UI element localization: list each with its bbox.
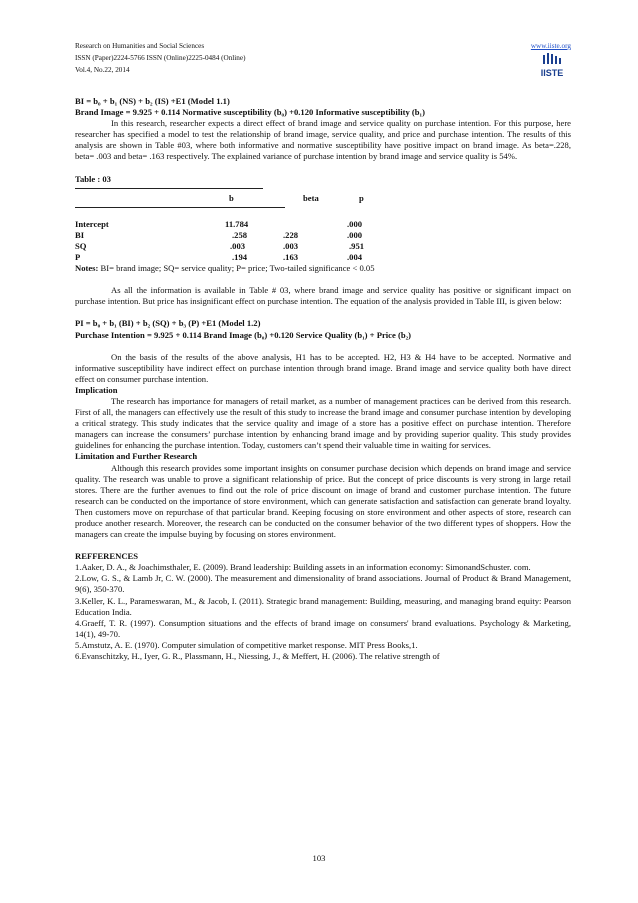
reference-item: 5.Amstutz, A. E. (1970). Computer simulation of competitive market response. MIT Press Books,1. [75,639,418,650]
table-title: Table : 03 [75,173,111,184]
regression-table [75,193,401,204]
table-cell: .003 [230,240,246,251]
model1-equation: Brand Image = 9.925 + 0.114 Normative susceptibility (b₀) +0.120 Informative susceptibility (b₁) [75,107,425,118]
table-row [75,230,401,241]
reference-item: 1.Aaker, D. A., & Joachimsthaler, E. (2009). Brand leadership: Building assets in an information economy: SimonandSchuster. com. [75,562,531,573]
journal-header [75,40,571,76]
table-cell: .228 [283,229,299,240]
table-header-row [75,193,401,204]
page-number: 103 [312,853,326,863]
table-cell: .258 [232,229,248,240]
table-top-rule [75,188,263,189]
table-cell: .163 [283,252,299,263]
limitation-paragraph: Although this research provides some important insights on consumer purchase decision which depends on brand image and service quality. The research was unable to prove a significant relationship of price. But the concept of price discounts is very strong in large retail stores. There are the further avenues to find out the role of price discount on image of brand and customer purchase intention. The future research can be conducted on the importance of store environment, which can generate satisfaction and satisfaction can generate brand loyalty. Then customers move on repurchase of that particular brand. Keeping focusing on store environment and other aspects of store, research can produce another research. Moreover, the research can be conducted on the consumer behavior of the two different types of shoppers. How the managers can create the impulse buying by focusing on stores environment. [75,462,571,540]
table-cell: .000 [347,218,363,229]
implication-heading: Implication [75,384,118,395]
analysis-paragraph: As all the information is available in Table # 03, where brand image and service quality has positive or significant impact on purchase intention. But price has insignificant effect on purchase intention. The equation of the analysis provided in Table III, is given below: [75,285,571,307]
table-cell: P [75,252,81,263]
journal-issn: ISSN (Paper)2224-5766 ISSN (Online)2225-0484 (Online) [75,54,246,62]
table-row [75,252,401,263]
implication-paragraph: The research has importance for managers of retail market, as a number of management practices can be derived from this research. First of all, the managers can effectively use the result of this study to increase the brand image and consumer purchase intention by developing a critical strategy. This study indicates that the service quality and image of a store has a positive effect on purchase intention. Therefore managers can increase the consumers’ purchase intention by enhancing brand image and by providing superior quality. This study provides guidelines for enhancing the purchase intention. Today, customers can’t spend their valuable time in waiting for services. [75,395,571,451]
model1-formula: BI = b₀ + b₁ (NS) + b₂ (IS) +E1 (Model 1.1) [75,96,230,106]
table-cell: Intercept [75,218,109,229]
table-cell: BI [75,229,85,240]
table-header-cell: b [229,192,234,203]
table-cell: 11.784 [225,218,249,229]
table-header-cell: p [359,192,364,203]
journal-url-link[interactable]: www.iiste.org [530,42,571,50]
table-notes [75,263,571,274]
table-header-rule [75,207,285,208]
notes-label: Notes: [75,263,99,274]
results-paragraph: In this research, researcher expects a direct effect of brand image and service quality on purchase intention. For this purpose, here researcher has specified a model to test the relationship of brand image, service quality, and price and purchase intention. The results of this analysis are shown in Table #03, where both informative and normative susceptibility have positive impact on brand image. As beta=.228, beta= .003 and beta= .163 respectively. The explained variance of purchase intention by brand image and service quality is 54%. [75,118,571,162]
reference-item: 3.Keller, K. L., Parameswaran, M., & Jacob, I. (2011). Strategic brand management: Building, measuring, and managing brand equity: Pearson Education India. [75,595,571,617]
model2-formula: PI = b₀ + b₁ (BI) + b₂ (SQ) + b₃ (P) +E1 (Model 1.2) [75,318,261,329]
table-cell: .004 [347,252,363,263]
journal-name: Research on Humanities and Social Sciences [75,42,205,50]
table-header-cell: beta [303,192,319,203]
article-body [75,96,571,662]
hypothesis-paragraph: On the basis of the results of the above analysis, H1 has to be accepted. H2, H3 & H4 have to be accepted. Normative and informative susceptibility have indirect effect on purchase intention through brand image. Brand image and service quality both have direct effect on consumer purchase intention. [75,351,571,384]
reference-item: 6.Evanschitzky, H., Iyer, G. R., Plassmann, H., Niessing, J., & Meffert, H. (2006). The relative strength of [75,651,440,662]
limitation-heading: Limitation and Further Research [75,451,198,462]
notes-text: BI= brand image; SQ= service quality; P= price; Two-tailed significance < 0.05 [98,263,375,274]
table-cell: .000 [347,229,363,240]
table-cell: .003 [283,240,299,251]
table-row [75,219,401,230]
references-heading: REFFERENCES [75,551,139,562]
table-cell: .194 [232,252,248,263]
regression-table-body [75,219,401,263]
logo-text: IISTE [540,68,564,78]
table-cell: .951 [349,240,365,251]
table-cell: SQ [75,240,87,251]
reference-item: 4.Graeff, T. R. (1997). Consumption situations and the effects of brand image on consumers' brand evaluations. Psychology & Marketing, 14(1), 49-70. [75,617,571,639]
model2-equation: Purchase Intention = 9.925 + 0.114 Brand Image (b₀) +0.120 Service Quality (b₁) + Price (b₂) [75,329,412,340]
table-header-cell [75,193,225,204]
journal-volume: Vol.4, No.22, 2014 [75,66,130,74]
table-row [75,241,401,252]
table-cell [283,219,341,230]
reference-item: 2.Low, G. S., & Lamb Jr, C. W. (2000). The measurement and dimensionality of brand associations. Journal of Product & Brand Management, 9(6), 350-370. [75,573,571,595]
iiste-logo-icon [535,53,569,79]
